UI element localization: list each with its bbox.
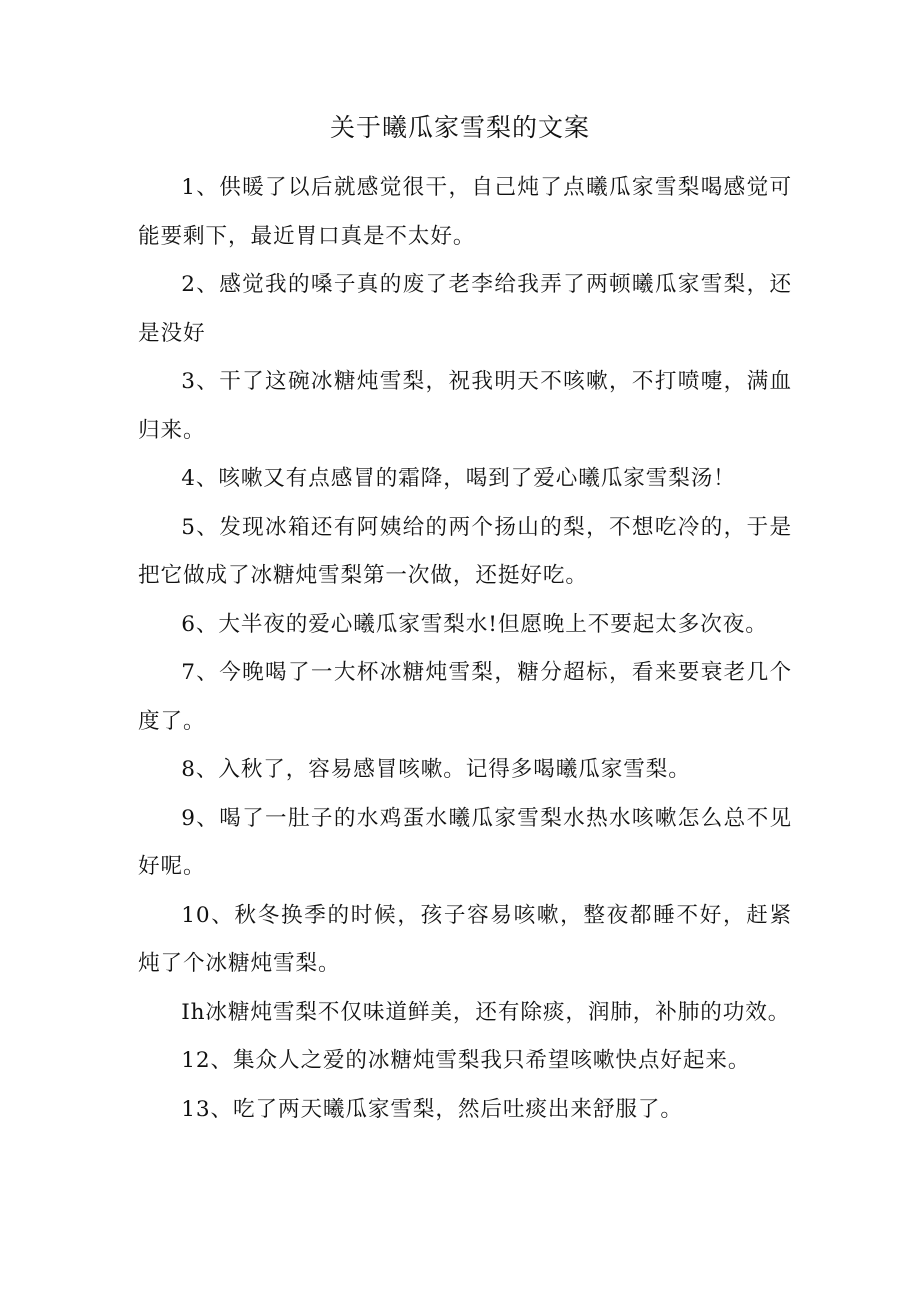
paragraph-8: 8、入秋了，容易感冒咳嗽。记得多喝曦瓜家雪梨。: [181, 757, 691, 782]
paragraph-4: 4、咳嗽又有点感冒的霜降，喝到了爱心曦瓜家雪梨汤！: [181, 466, 736, 491]
paragraph-9: 9、喝了一肚子的水鸡蛋水曦瓜家雪梨水热水咳嗽怎么总不见好呢。: [138, 805, 792, 879]
paragraph-7: 7、今晚喝了一大杯冰糖炖雪梨，糖分超标，看来要衰老几个度了。: [138, 660, 792, 734]
document-title: 关于曦瓜家雪梨的文案: [329, 113, 590, 142]
paragraph-11: Ih冰糖炖雪梨不仅味道鲜美，还有除痰，润肺，补肺的功效。: [181, 999, 791, 1025]
paragraph-6: 6、大半夜的爱心曦瓜家雪梨水!但愿晚上不要起太多次夜。: [181, 611, 768, 637]
document-body: [138, 164, 792, 1134]
paragraph-3: 3、干了这碗冰糖炖雪梨，祝我明天不咳嗽，不打喷嚏，满血归来。: [138, 369, 792, 443]
paragraph-10: 10、秋冬换季的时候，孩子容易咳嗽，整夜都睡不好，赶紧炖了个冰糖炖雪梨。: [138, 902, 792, 976]
paragraph-2: 2、感觉我的嗓子真的废了老李给我弄了两顿曦瓜家雪梨，还是没好: [138, 272, 792, 346]
paragraph-13: 13、吃了两天曦瓜家雪梨，然后吐痰出来舒服了。: [181, 1096, 683, 1122]
paragraph-12: 12、集众人之爱的冰糖炖雪梨我只希望咳嗽快点好起来。: [181, 1048, 751, 1073]
paragraph-1: 1、供暖了以后就感觉很干，自己炖了点曦瓜家雪梨喝感觉可能要剩下，最近胃口真是不太好。: [138, 175, 792, 249]
paragraph-5: 5、发现冰箱还有阿姨给的两个扬山的梨，不想吃冷的，于是把它做成了冰糖炖雪梨第一次做，还挺好吃。: [138, 514, 792, 588]
